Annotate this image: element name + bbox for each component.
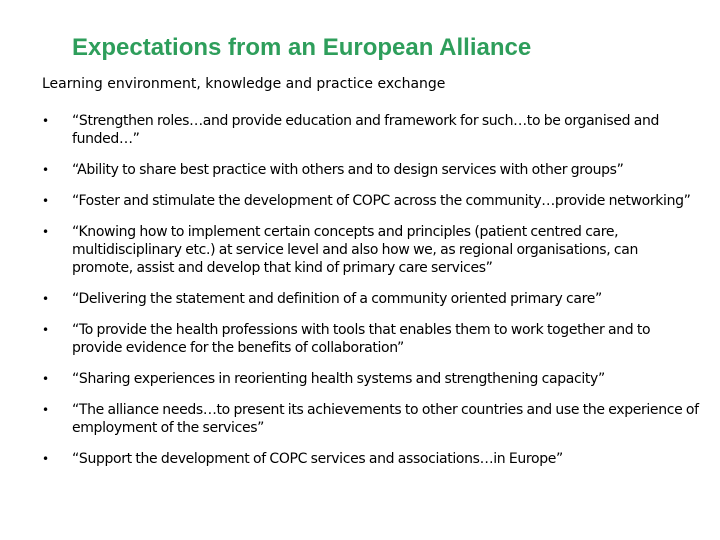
bullet-text: “Support the development of COPC services and associations…in Europe” (72, 451, 563, 467)
bullet-icon: • (42, 225, 49, 239)
bullet-text: “Sharing experiences in reorienting health systems and strengthening capacity” (72, 371, 605, 387)
bullet-text: “Strengthen roles…and provide education and framework for such…to be organised and funded…” (72, 113, 660, 147)
bullet-icon: • (42, 372, 49, 386)
bullet-item (42, 161, 702, 179)
bullet-text: “Foster and stimulate the development of COPC across the community…provide networking” (72, 193, 691, 209)
bullet-icon: • (42, 452, 49, 466)
bullet-item (42, 223, 702, 277)
bullet-item (42, 401, 702, 437)
bullet-text: “To provide the health professions with tools that enables them to work together and to provide evidence for the benefits of collaboration” (72, 322, 651, 356)
bullet-icon: • (42, 403, 49, 417)
bullet-text: “The alliance needs…to present its achievements to other countries and use the experience of employment of the services” (72, 402, 699, 436)
slide-subtitle: Learning environment, knowledge and practice exchange (42, 76, 446, 92)
slide-title: Expectations from an European Alliance (72, 34, 532, 61)
bullet-item (42, 321, 702, 357)
bullet-item (42, 450, 702, 468)
bullet-icon: • (42, 194, 49, 208)
bullet-item (42, 290, 702, 308)
bullet-icon: • (42, 114, 49, 128)
bullet-text: “Knowing how to implement certain concepts and principles (patient centred care, multidisciplinary etc.) at service level and also how we, as regional organisations, can promote, assist and develop that kind of primary care services” (72, 224, 638, 276)
bullet-text: “Ability to share best practice with others and to design services with other groups” (72, 162, 624, 178)
bullet-item (42, 370, 702, 388)
bullet-list (42, 112, 702, 481)
bullet-item (42, 112, 702, 148)
bullet-icon: • (42, 163, 49, 177)
bullet-icon: • (42, 323, 49, 337)
bullet-icon: • (42, 292, 49, 306)
bullet-item (42, 192, 702, 210)
bullet-text: “Delivering the statement and definition of a community oriented primary care” (72, 291, 602, 307)
